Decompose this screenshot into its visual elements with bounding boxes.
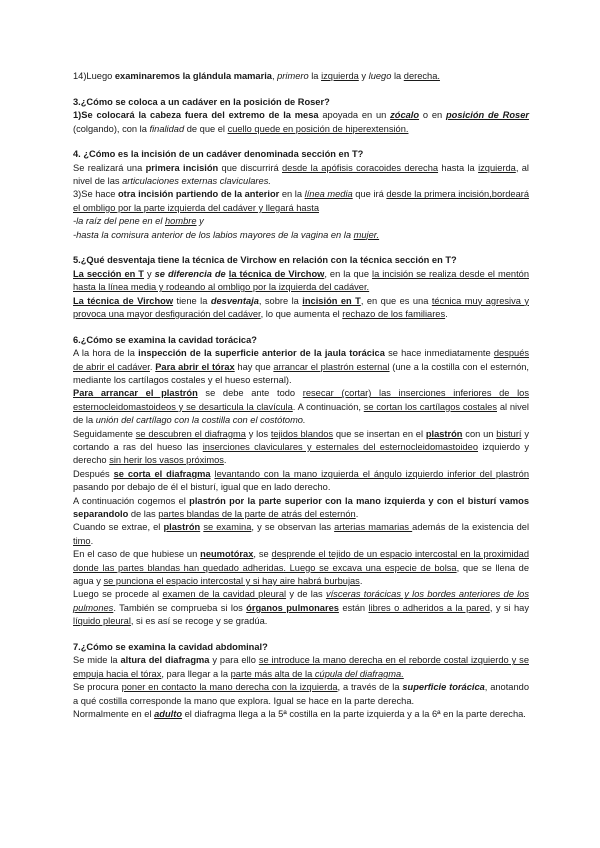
paragraph [73,521,529,548]
paragraph [73,468,529,495]
question-heading: 4. ¿Cómo es la incisión de un cadáver denominada sección en T? [73,149,364,160]
text: izquierda [321,71,359,81]
paragraph [73,654,529,681]
text: La sección en T [73,268,144,279]
text: cúpula del diafragma. [314,668,404,679]
text: Después [73,468,114,479]
text: . [359,576,363,586]
question-3 [73,96,529,136]
text: Cuando se extrae, el [73,522,164,533]
text: En el caso de que hubiese un [73,549,201,560]
text: . [445,308,448,319]
text: luego [368,71,392,81]
text: examen de la cavidad pleural [162,589,287,600]
text: hasta la [438,162,479,173]
paragraph [73,347,529,387]
text: se examina [203,522,252,533]
question-7 [73,641,529,721]
text: . [223,455,227,466]
text: al nivel de la [73,401,529,426]
text: izquierda [478,162,516,173]
text: bisturí [496,428,522,439]
text: libres o adheridos a la pared [368,602,490,613]
text: la [308,71,322,81]
text: se introduce la mano derecha en el reborde costal izquierdo y se empuja hacia el tórax [73,655,529,679]
text: y [196,216,204,227]
question-5 [73,254,529,321]
text: , para llegar a la [161,668,231,679]
text: arrancar el plastrón esternal [273,361,390,372]
text: superficie torácica [402,682,485,693]
document-page [73,70,529,734]
text: inspección de la superficie anterior de la jaula torácica [138,348,385,359]
text: -la raíz del pene en el [73,216,165,227]
text: que se insertan en el [333,428,426,439]
text: plastrón [163,522,201,533]
paragraph [73,268,529,295]
paragraph [73,428,529,468]
text: desventaja [210,295,259,306]
text: , al nivel de las [73,162,529,187]
text: , si es así se recoge y se gradúa. [130,616,268,627]
text: unión del cartílago con la costilla con el costótomo. [95,415,306,426]
text: pasando por debajo de él el bisturí, igual que en lado derecho. [73,482,331,493]
text: la [391,71,404,81]
text: arterias mamarias [334,522,413,533]
text: neumotórax [200,549,254,560]
text: , [271,71,278,81]
text: . A continuación, [292,401,364,412]
text: partes blandas de la parte de atrás del esternón [158,508,356,519]
paragraph [73,708,529,721]
text: primero [277,71,309,81]
text: , y se observan las [251,522,335,533]
text: después de abrir el cadáver [73,348,530,372]
text: que irá [352,189,387,200]
text: , en que es una [360,295,432,306]
text: desde la primera incisión,bordeará el ombligo por la parte izquierda del cadáver y llegará hasta [73,189,530,213]
text: . [355,508,359,519]
text: , se [253,549,272,560]
paragraph [73,109,529,136]
question-heading: 5.¿Qué desventaja tiene la técnica de Virchow en relación con la técnica sección en T? [73,255,457,266]
text: . [90,535,94,546]
text: plastrón [425,428,463,439]
paragraph [73,215,529,228]
text: , que se llena de agua y [73,562,529,586]
paragraph [73,495,529,522]
text: líquido pleural [73,616,131,627]
paragraph [73,295,529,322]
text: cuello quede en posición de hiperextensión. [227,123,409,134]
text: órganos pulmonares [246,602,339,613]
paragraph [73,188,529,215]
question-4 [73,148,529,242]
text: que discurrirá [218,162,282,173]
question-heading: 3.¿Cómo se coloca a un cadáver en la posición de Roser? [73,96,330,107]
text: . También se comprueba si los [113,602,247,613]
text: articulaciones externas claviculares. [122,176,271,187]
text: A continuación cogemos el [73,495,190,506]
text: desprende el tejido de un espacio intercostal en la proximidad donde las partes blandas han quedado adheridas. Luego se excava una especie de bolsa [73,549,529,573]
text: vísceras torácicas y los bordes anteriores de los pulmones [73,589,529,613]
text: o en [419,110,446,121]
text: otra incisión partiendo de la anterior [118,189,280,200]
text: parte más alta de la [230,668,315,679]
text: altura del diafragma [120,655,210,666]
text: están [338,602,369,613]
text: Normalmente en el [73,708,155,719]
text: , a través de la [337,682,403,693]
text: con un [462,428,497,439]
text: Se procura [73,682,122,693]
text: A la hora de la [73,348,139,359]
text: además de la existencia del [412,522,530,533]
text: y cortando a ras del hueso las [73,428,529,452]
paragraph [73,162,529,189]
question-heading: 6.¿Cómo se examina la cavidad torácica? [73,334,257,345]
paragraph [73,681,529,708]
text: finalidad [149,123,185,134]
text: y para ello [209,655,259,666]
text: y [143,268,155,279]
text: La técnica de Virchow [73,295,174,306]
text: la técnica de Virchow [228,268,325,279]
text: tiene la [173,295,211,306]
text: incisión en T [302,295,361,306]
text: zócalo [390,110,420,121]
text: 14)Luego [73,71,115,81]
text: se punciona el espacio intercostal y si hay aire habrá burbujas [103,576,360,586]
text: y [358,71,369,81]
paragraph [73,548,529,588]
text: 1)Se colocará la cabeza fuera del extremo de la mesa [73,110,319,121]
text: examinaremos la glándula mamaria [114,71,272,81]
text: derecha. [403,71,440,81]
text: y de las [286,589,326,600]
paragraph [73,588,529,628]
text: mujer. [353,229,380,240]
text: . [149,361,156,372]
text: (colgando), con la [73,123,150,134]
text: técnica muy agresiva y provoca una mayor desfiguración del cadáver [73,295,529,319]
text: levantando con la mano izquierda el ángulo izquierdo inferior del plastrón [214,468,530,479]
text: de que el [184,123,228,134]
text: -hasta la comisura anterior de los labios mayores de la vagina en la [73,229,354,240]
text: en la [279,189,305,200]
text: desde la apófisis coracoides derecha [281,162,439,173]
question-6 [73,334,529,629]
text: Para abrir el tórax [155,361,235,372]
text: tejidos blandos [270,428,334,439]
paragraph [73,387,529,427]
text: inserciones claviculares y esternales del esternocleidomastoideo [202,441,479,452]
text: , sobre la [258,295,303,306]
text: (une a la costilla con el esternón, mediante los cartílagos costales y el hueso esternal). [73,361,529,385]
text: , anotando a qué costilla corresponde la mano que explora. Igual se hace en la parte derecha. [73,682,529,706]
text: se descubren el diafragma [135,428,246,439]
text: , lo que aumenta el [260,308,343,319]
text: se debe ante todo [197,388,303,399]
question-heading: 7.¿Cómo se examina la cavidad abdominal? [73,641,268,652]
text: Luego se procede al [73,589,163,600]
text: apoyada en un [318,110,391,121]
text: de las [128,508,159,519]
text: Se realizará una [73,162,146,173]
text: se diferencia de [154,268,226,279]
text: hay que [234,361,274,372]
text: , en la que [324,268,373,279]
text: el diafragma llega a la 5ª costilla en la parte izquierda y a la 6ª en la parte derecha. [182,708,526,719]
text: Para arrancar el plastrón [73,388,198,399]
text: Seguidamente [73,428,136,439]
text: resecar (cortar) las inserciones inferiores de los esternocleidomastoideos y se desarticula la clavícula [73,388,530,412]
text: 3)Se hace [73,189,118,200]
text: izquierdo y derecho [73,441,530,466]
text: hombre [165,216,197,227]
text: se cortan los cartílagos costales [363,401,497,412]
text: adulto [154,708,183,719]
text: la incisión se realiza desde el mentón hasta la línea media y rodeando al ombligo por la izquierda del cadáver. [73,268,529,293]
paragraph [73,70,529,83]
text: Se mide la [73,655,121,666]
text: sin herir los vasos próximos [109,455,224,466]
paragraph [73,229,529,242]
text: línea media [304,189,353,200]
text: , y si hay [489,602,529,613]
text: primera incisión [145,162,219,173]
text: y los [245,428,271,439]
text: posición de Roser [445,110,530,121]
text: rechazo de los familiares [342,308,446,319]
text: se corta el diafragma [113,468,211,479]
text: plastrón por la parte superior con la mano izquierda y con el bisturí vamos separandolo [73,495,529,519]
section-14 [73,70,529,83]
text: se hace inmediatamente [384,348,494,359]
text: poner en contacto la mano derecha con la izquierda [121,682,338,693]
text: timo [73,535,91,546]
